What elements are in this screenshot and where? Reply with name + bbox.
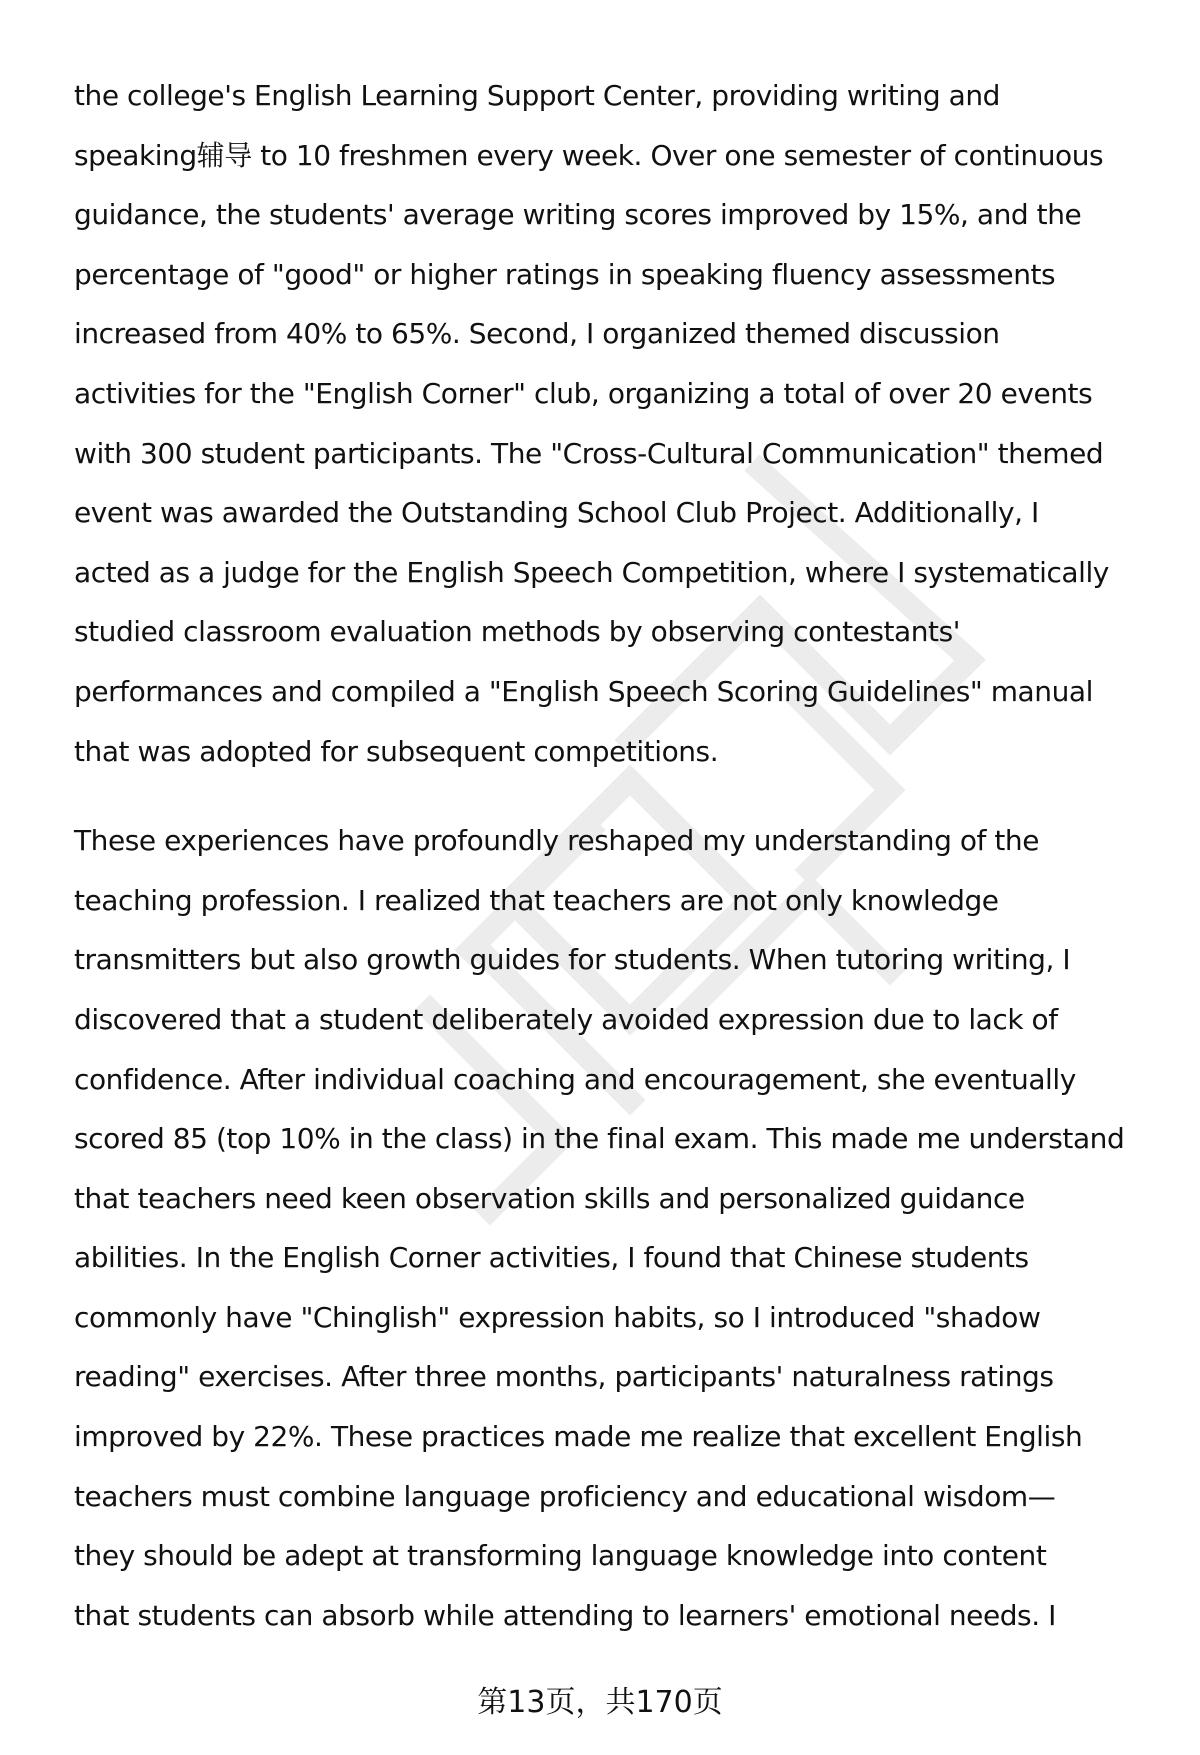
document-body (74, 66, 1164, 1645)
text-line: studied classroom evaluation methods by observing contestants' (74, 615, 960, 649)
text-line: commonly have "Chinglish" expression habits, so I introduced "shadow (74, 1300, 1041, 1334)
text-line: acted as a judge for the English Speech Competition, where I systematically (74, 555, 1109, 589)
text-line: transmitters but also growth guides for students. When tutoring writing, I (74, 943, 1071, 977)
paragraph-spacer (74, 781, 1164, 811)
page-number: 第13页，共170页 (477, 1685, 723, 1720)
text-line: with 300 student participants. The "Cross-Cultural Communication" themed (74, 436, 1104, 470)
text-line: increased from 40% to 65%. Second, I organized themed discussion (74, 317, 1000, 351)
text-line: discovered that a student deliberately avoided expression due to lack of (74, 1002, 1058, 1036)
text-line: teachers must combine language proficiency and educational wisdom— (74, 1479, 1056, 1513)
text-line: improved by 22%. These practices made me realize that excellent English (74, 1420, 1083, 1454)
text-line: that students can absorb while attending to learners' emotional needs. I (74, 1598, 1056, 1632)
text-line: reading" exercises. After three months, participants' naturalness ratings (74, 1360, 1054, 1394)
text-line: that was adopted for subsequent competitions. (74, 734, 719, 768)
text-line: teaching profession. I realized that teachers are not only knowledge (74, 883, 999, 917)
text-line: confidence. After individual coaching and encouragement, she eventually (74, 1062, 1076, 1096)
text-line: that teachers need keen observation skills and personalized guidance (74, 1181, 1025, 1215)
text-line: activities for the "English Corner" club, organizing a total of over 20 events (74, 376, 1093, 410)
text-line: the college's English Learning Support Center, providing writing and (74, 79, 1001, 112)
text-line: scored 85 (top 10% in the class) in the final exam. This made me understand (74, 1122, 1125, 1156)
text-line: guidance, the students' average writing scores improved by 15%, and the (74, 198, 1082, 232)
text-line: performances and compiled a "English Speech Scoring Guidelines" manual (74, 674, 1093, 708)
text-line: abilities. In the English Corner activities, I found that Chinese students (74, 1241, 1029, 1275)
paragraph-1 (74, 66, 1164, 781)
paragraph-2 (74, 811, 1164, 1645)
text-line: they should be adept at transforming language knowledge into content (74, 1539, 1047, 1573)
text-line: percentage of "good" or higher ratings in speaking fluency assessments (74, 257, 1056, 291)
text-line: event was awarded the Outstanding School Club Project. Additionally, I (74, 496, 1039, 530)
text-line: speaking辅导 to 10 freshmen every week. Over one semester of continuous (74, 138, 1104, 172)
text-line: These experiences have profoundly reshaped my understanding of the (74, 824, 1039, 858)
